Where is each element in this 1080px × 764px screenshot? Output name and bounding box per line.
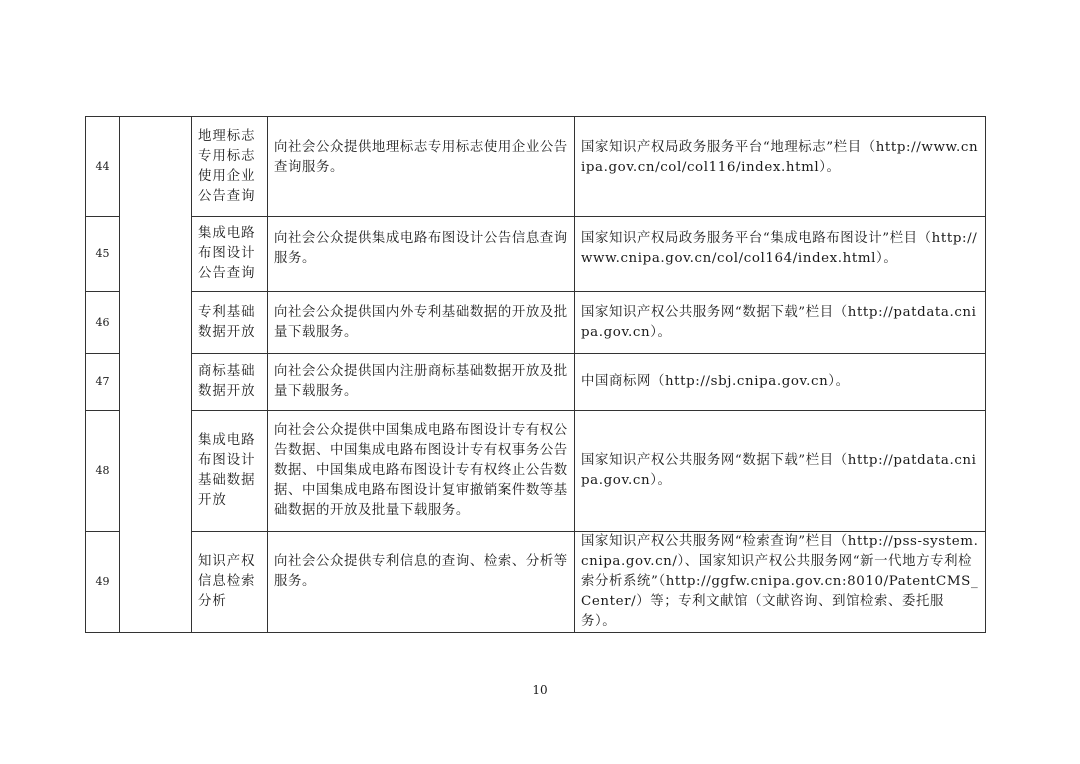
row-number: 48 [86, 411, 120, 532]
table-row [86, 411, 986, 532]
service-name: 知识产权信息检索分析 [192, 532, 268, 633]
service-name: 专利基础数据开放 [192, 292, 268, 354]
category-cell [120, 117, 192, 633]
table-row [86, 292, 986, 354]
table-row [86, 217, 986, 292]
service-description: 向社会公众提供集成电路布图设计公告信息查询服务。 [268, 217, 575, 292]
service-name: 地理标志专用标志使用企业公告查询 [192, 117, 268, 217]
page-number: 10 [532, 683, 548, 697]
service-description: 向社会公众提供中国集成电路布图设计专有权公告数据、中国集成电路布图设计专有权事务公告数据、中国集成电路布图设计专有权终止公告数据、中国集成电路布图设计复审撤销案件数等基础数据的开放及批量下载服务。 [268, 411, 575, 532]
service-description: 向社会公众提供国内注册商标基础数据开放及批量下载服务。 [268, 354, 575, 411]
service-name: 商标基础数据开放 [192, 354, 268, 411]
service-name: 集成电路布图设计公告查询 [192, 217, 268, 292]
service-channel: 中国商标网（http://sbj.cnipa.gov.cn）。 [575, 354, 986, 411]
service-name: 集成电路布图设计基础数据开放 [192, 411, 268, 532]
table-row [86, 354, 986, 411]
row-number: 44 [86, 117, 120, 217]
service-channel: 国家知识产权公共服务网“检索查询”栏目（http://pss-system.cnipa.gov.cn/）、国家知识产权公共服务网“新一代地方专利检索分析系统”（http://ggfw.cnipa.gov.cn:8010/PatentCMS_Center/）等；专利文献馆（文献咨询、到馆检索、委托服务）。 [575, 532, 986, 633]
service-description: 向社会公众提供专利信息的查询、检索、分析等服务。 [268, 532, 575, 633]
service-channel: 国家知识产权局政务服务平台“地理标志”栏目（http://www.cnipa.gov.cn/col/col116/index.html）。 [575, 117, 986, 217]
services-table [85, 116, 986, 633]
row-number: 46 [86, 292, 120, 354]
table-row [86, 532, 986, 633]
service-channel: 国家知识产权局政务服务平台“集成电路布图设计”栏目（http://www.cnipa.gov.cn/col/col164/index.html）。 [575, 217, 986, 292]
service-channel: 国家知识产权公共服务网“数据下载”栏目（http://patdata.cnipa.gov.cn）。 [575, 411, 986, 532]
table-row [86, 117, 986, 217]
row-number: 49 [86, 532, 120, 633]
row-number: 47 [86, 354, 120, 411]
row-number: 45 [86, 217, 120, 292]
service-description: 向社会公众提供国内外专利基础数据的开放及批量下载服务。 [268, 292, 575, 354]
service-description: 向社会公众提供地理标志专用标志使用企业公告查询服务。 [268, 117, 575, 217]
service-channel: 国家知识产权公共服务网“数据下载”栏目（http://patdata.cnipa.gov.cn）。 [575, 292, 986, 354]
